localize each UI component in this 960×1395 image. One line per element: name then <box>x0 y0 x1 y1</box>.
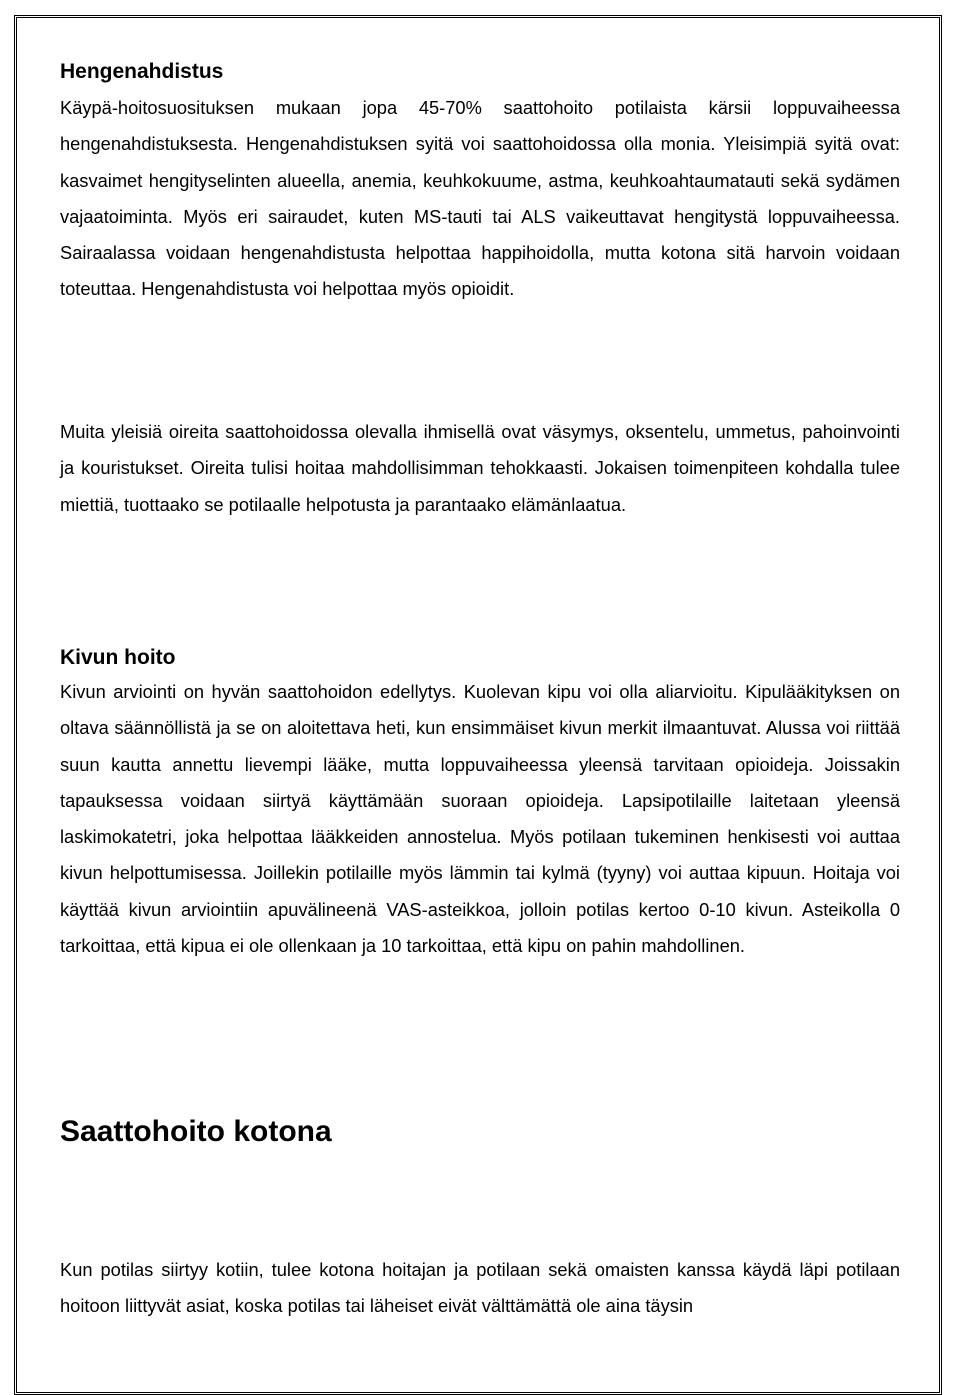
paragraph-other-symptoms: Muita yleisiä oireita saattohoidossa olevalla ihmisellä ovat väsymys, oksentelu, ummetus, pahoinvointi ja kouristukset. Oireita tulisi hoitaa mahdollisimman tehokkaasti. Jokaisen toimenpiteen kohdalla tulee miettiä, tuottaako se potilaalle helpotusta ja parantaako elämänlaatua. <box>60 421 900 515</box>
paragraph-saattohoito-kotona: Kun potilas siirtyy kotiin, tulee kotona hoitajan ja potilaan sekä omaisten kanssa käydä läpi potilaan hoitoon liittyvät asiat, koska potilas tai läheiset eivät välttämättä ole aina täysin <box>60 1259 900 1317</box>
paragraph-kivun-hoito: Kivun arviointi on hyvän saattohoidon edellytys. Kuolevan kipu voi olla aliarvioitu. Kipulääkityksen on oltava säännöllistä ja se on aloitettava heti, kun ensimmäiset kivun merkit ilmaantuvat. Alussa voi riittää suun kautta annettu lievempi lääke, mutta loppuvaiheessa yleensä tarvitaan opioideja. Joissakin tapauksessa voidaan siirtyä käyttämään suoraan opioideja. Lapsipotilaille laitetaan yleensä laskimokatetri, joka helpottaa lääkkeiden annostelua. Myös potilaan tukeminen henkisesti voi auttaa kivun helpottumisessa. Joillekin potilaille myös lämmin tai kylmä (tyyny) voi auttaa kipuun. Hoitaja voi käyttää kivun arviointiin apuvälineenä VAS-asteikkoa, jolloin potilas kertoo 0-10 kivun. Asteikolla 0 tarkoittaa, että kipua ei ole ollenkaan ja 10 tarkoittaa, että kipu on pahin mahdollinen. <box>60 681 900 957</box>
section-heading-saattohoito-kotona: Saattohoito kotona <box>60 1115 332 1148</box>
section-heading-kivun-hoito: Kivun hoito <box>60 646 176 669</box>
paragraph-hengenahdistus-intro: Käypä-hoitosuosituksen mukaan jopa 45-70% saattohoito potilaista kärsii loppuvaiheessa hengenahdistuksesta. Hengenahdistuksen syitä voi saattohoidossa olla monia. Yleisimpiä syitä ovat: kasvaimet hengityselinten alueella, anemia, keuhkokuume, astma, keuhkoahtaumatauti sekä sydämen vajaatoiminta. Myös eri sairaudet, kuten MS-tauti tai ALS vaikeuttavat hengitystä loppuvaiheessa. Sairaalassa voidaan hengenahdistusta helpottaa happihoidolla, mutta kotona sitä harvoin voidaan toteuttaa. Hengenahdistusta voi helpottaa myös opioidit. <box>60 97 900 300</box>
section-heading-hengenahdistus: Hengenahdistus <box>60 60 224 83</box>
